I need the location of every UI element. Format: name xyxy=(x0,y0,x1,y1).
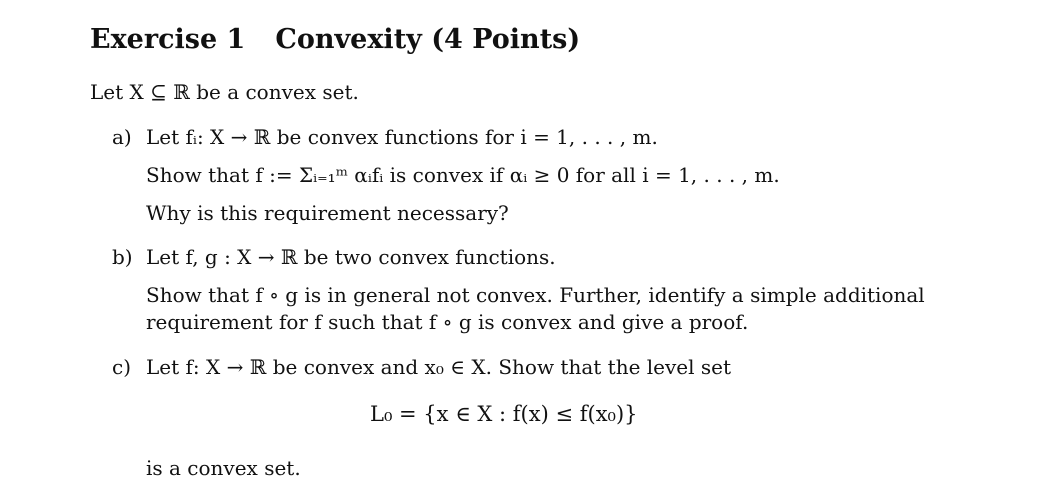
part-a-line-1: Let fᵢ: X → ℝ be convex functions for i = 1, . . . , m. xyxy=(146,125,658,149)
exercise-number: Exercise 1 xyxy=(90,24,246,55)
part-b-line-3: requirement for f such that f ∘ g is convex and give a proof. xyxy=(146,310,749,334)
exercise-title: Convexity (4 Points) xyxy=(275,24,581,55)
part-b-label: b) xyxy=(112,245,133,269)
intro-text: Let X ⊆ ℝ be a convex set. xyxy=(90,80,359,104)
part-b-line-1: Let f, g : X → ℝ be two convex functions. xyxy=(146,245,556,269)
exercise-heading xyxy=(90,24,580,55)
part-c-line-3: is a convex set. xyxy=(146,456,301,480)
part-c-label: c) xyxy=(112,355,132,379)
part-b-line-2: Show that f ∘ g is in general not convex. Further, identify a simple additional xyxy=(146,283,925,307)
level-set-formula: L₀ = {x ∈ X : f(x) ≤ f(x₀)} xyxy=(370,402,638,426)
part-a-line-3: Why is this requirement necessary? xyxy=(146,201,509,225)
part-a-line-2: Show that f := Σᵢ₌₁ᵐ αᵢfᵢ is convex if αᵢ ≥ 0 for all i = 1, . . . , m. xyxy=(146,163,780,187)
part-a-label: a) xyxy=(112,125,132,149)
part-c-line-1: Let f: X → ℝ be convex and x₀ ∈ X. Show that the level set xyxy=(146,355,732,379)
